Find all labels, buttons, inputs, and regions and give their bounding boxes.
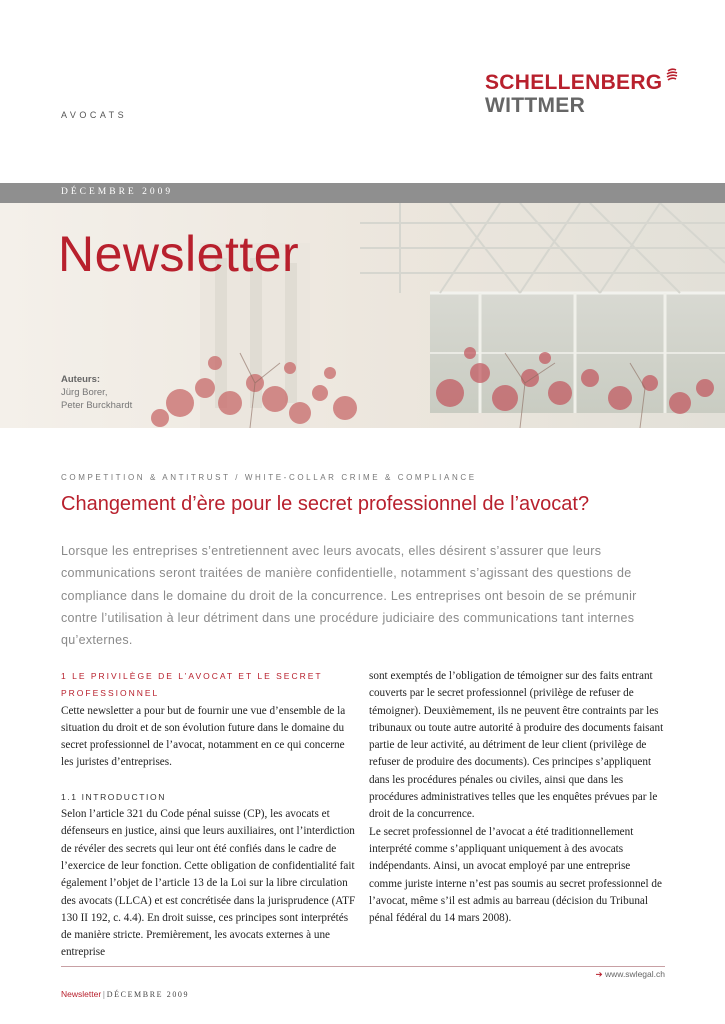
- issue-date: DÉCEMBRE 2009: [61, 187, 174, 197]
- page-footer: [61, 989, 189, 999]
- column-left: [61, 668, 357, 962]
- body-paragraph: Selon l’article 321 du Code pénal suisse (CP), les avocats et défenseurs en justice, ainsi que leurs auxiliaires, ont l’interdiction de révéler des secrets qui leur ont été confiés dans le cadre de l’exercice de leur fonction. Cette obligation de confidentialité fait également l’objet de l’article 13 de la Loi sur la libre circulation des avocats (LLCA) et est concrétisée dans la jurisprudence (ATF 130 II 192, c. 4.4). En droit suisse, ces principes sont interprétés de manière stricte. Premièrement, les avocats externes à une entreprise: [61, 808, 356, 959]
- logo-line-2: WITTMER: [485, 94, 586, 117]
- date-bar: [0, 183, 725, 203]
- newsletter-title: Newsletter: [58, 226, 300, 282]
- website-link[interactable]: [596, 969, 666, 980]
- article-headline: Changement d’ère pour le secret professionnel de l’avocat?: [61, 493, 590, 515]
- author-name: Peter Burckhardt: [61, 400, 133, 411]
- column-right: [369, 668, 665, 927]
- footer-label: Newsletter: [61, 989, 102, 999]
- body-paragraph: sont exemptés de l’obligation de témoigner sur des faits entrant couverts par le secret professionnel (privilège de refuser de témoigner). Deuxièmement, ils ne peuvent être contraints par les tribunaux ou toute autre autorité à produire des documents faisant partie de leur activité, au détriment de leur client (privilège de refuser de produire des documents). Ces principes s’appliquent dans les procédures pénales ou civiles, ainsi que dans les procédures administratives telles que les enquêtes prévues par le droit de la concurrence.: [369, 670, 664, 821]
- section-heading: 1 LE PRIVILÈGE DE L’AVOCAT ET LE SECRET PROFESSIONNEL: [61, 671, 323, 699]
- logo-line-1: SCHELLENBERG: [485, 71, 663, 94]
- author-name: Jürg Borer,: [61, 387, 108, 398]
- website-url[interactable]: www.swlegal.ch: [605, 969, 665, 979]
- footer-date: DÉCEMBRE 2009: [106, 990, 190, 999]
- authors-label: Auteurs:: [61, 374, 101, 385]
- article-category: COMPETITION & ANTITRUST / WHITE-COLLAR CRIME & COMPLIANCE: [61, 473, 477, 482]
- subsection-heading: 1.1 INTRODUCTION: [61, 791, 166, 802]
- tagline: AVOCATS: [61, 110, 128, 120]
- logo-mark-icon: [666, 68, 678, 82]
- company-logo: [485, 72, 662, 118]
- authors-block: [61, 373, 132, 412]
- hero-banner: [0, 203, 725, 428]
- footer-divider: [61, 966, 665, 967]
- arrow-right-icon: ➔: [595, 969, 603, 979]
- body-paragraph: Cette newsletter a pour but de fournir une vue d’ensemble de la situation du droit et de son évolution future dans le domaine du secret professionnel de l’avocat, notamment en ce qui concerne les juristes d’entreprises.: [61, 704, 346, 769]
- footer-separator: |: [103, 990, 105, 999]
- body-paragraph: Le secret professionnel de l’avocat a été traditionnellement interprété comme s’appliquant uniquement à des avocats indépendants. Ainsi, un avocat employé par une entreprise comme juriste interne n’est pas soumis au secret professionnel de l’avocat, même s’il est admis au barreau (décision du Tribunal pénal fédéral du 14 mars 2008).: [369, 825, 662, 925]
- article-lead: Lorsque les entreprises s’entretiennent avec leurs avocats, elles désirent s’assurer que leurs communications seront traitées de manière confidentielle, notamment s’agissant des questions de compliance dans le domaine du droit de la concurrence. Les entreprises ont besoin de se prémunir contre l’utilisation à leur détriment dans une procédure judiciaire des communications tant internes qu’externes.: [61, 544, 637, 648]
